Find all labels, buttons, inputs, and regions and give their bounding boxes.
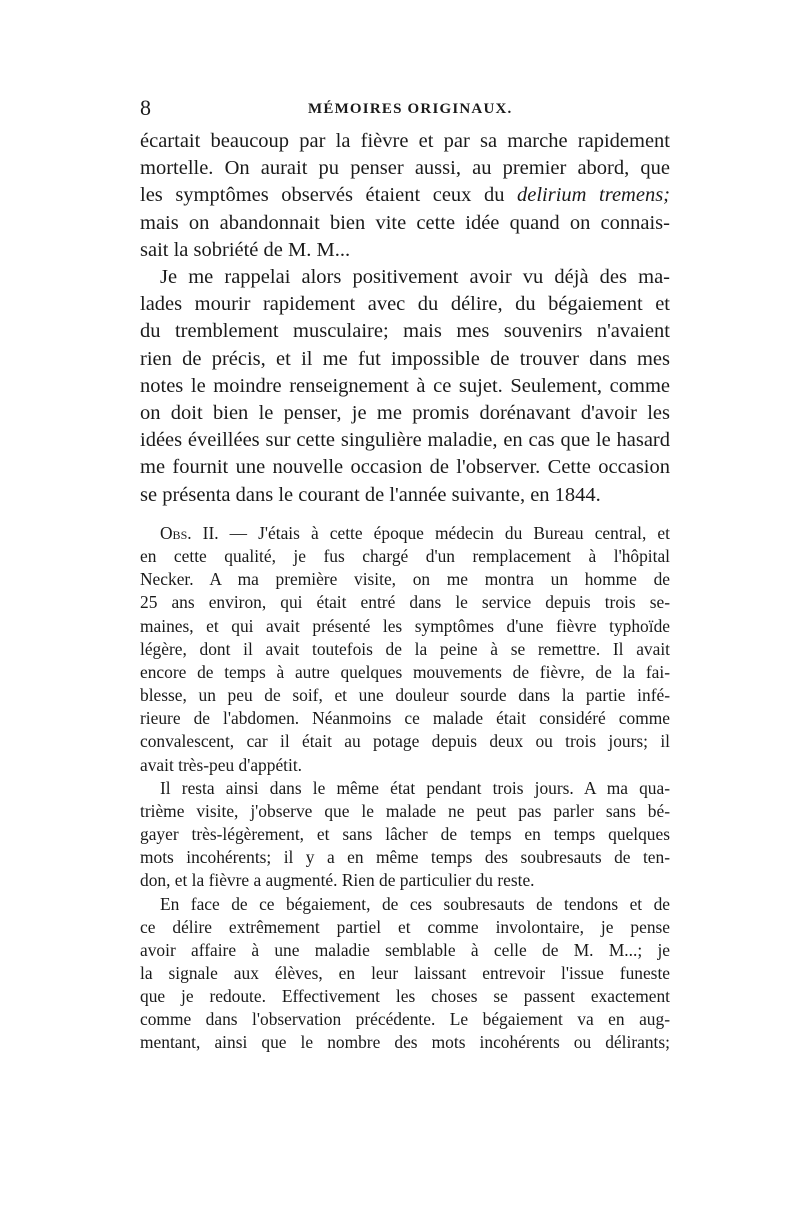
text-line — [140, 182, 670, 209]
text-line: écartait beaucoup par la fièvre et par sa marche rapidement — [140, 130, 670, 152]
text-line: convalescent, car il était au potage depuis deux ou trois jours; il — [140, 731, 670, 752]
text-line: avoir affaire à une maladie semblable à celle de M. M...; je — [140, 939, 670, 960]
text-line: mots incohérents; il y a en même temps des soubresauts de ten- — [140, 847, 670, 868]
text-line: en cette qualité, je fus chargé d'un remplacement à l'hôpital — [140, 546, 670, 567]
text-line: mais on abandonnait bien vite cette idée quand on connais- — [140, 211, 670, 234]
text-line: avait très-peu d'appétit. — [140, 754, 303, 775]
text-line: sait la sobriété de M. M... — [140, 238, 351, 261]
text-line: rien de précis, et il me fut impossible de trouver dans mes — [140, 347, 670, 370]
text-line: Il resta ainsi dans le même état pendant trois jours. A ma qua- — [160, 777, 670, 798]
text-line: on doit bien le penser, je me promis dorénavant d'avoir les — [140, 402, 670, 425]
observation-block — [140, 522, 670, 1055]
italic-term: delirium tremens; — [517, 184, 670, 207]
text-line: la signale aux élèves, en leur laissant entrevoir l'issue funeste — [140, 962, 670, 983]
text-line: Je me rappelai alors positivement avoir vu déjà des ma- — [160, 266, 670, 289]
text-line: me fournit une nouvelle occasion de l'observer. Cette occasion — [140, 456, 670, 479]
main-paragraphs — [140, 128, 670, 509]
text-line: légère, dont il avait toutefois de la peine à se remettre. Il avait — [140, 638, 670, 659]
text-fragment: les symptômes observés étaient ceux du — [140, 184, 505, 207]
observation-label: Obs. II. — [160, 523, 219, 543]
text-line: blesse, un peu de soif, et une douleur sourde dans la partie infé- — [140, 685, 670, 706]
text-line: rieure de l'abdomen. Néanmoins ce malade était considéré comme — [140, 708, 670, 729]
text-line: notes le moindre renseignement à ce sujet. Seulement, comme — [140, 374, 670, 397]
text-line: don, et la fièvre a augmenté. Rien de particulier du reste. — [140, 870, 535, 891]
page-number: 8 — [140, 95, 151, 120]
text-line: trième visite, j'observe que le malade ne peut pas parler sans bé- — [140, 800, 670, 821]
running-title: MÉMOIRES ORIGINAUX. — [308, 101, 513, 117]
text-line: maines, et qui avait présenté les symptômes d'une fièvre typhoïde — [140, 615, 670, 636]
text-line: encore de temps à autre quelques mouvements de fièvre, de la fai- — [140, 661, 670, 682]
text-line: comme dans l'observation précédente. Le bégaiement va en aug- — [140, 1009, 670, 1030]
text-line: En face de ce bégaiement, de ces soubresauts de tendons et de — [160, 893, 670, 914]
text-line: mentant, ainsi que le nombre des mots incohérents ou délirants; — [140, 1032, 670, 1053]
text-line: 25 ans environ, qui était entré dans le service depuis trois se- — [140, 592, 670, 613]
running-head — [140, 95, 670, 121]
text-line: Necker. A ma première visite, on me montra un homme de — [140, 569, 670, 590]
text-fragment: — J'étais à cette époque médecin du Bureau central, et — [229, 523, 670, 543]
text-line: idées éveillées sur cette singulière maladie, en cas que le hasard — [140, 429, 670, 452]
text-line: ce délire extrêmement partiel et comme involontaire, je pense — [140, 916, 670, 937]
text-line: lades mourir rapidement avec du délire, du bégaiement et — [140, 293, 670, 316]
text-line: que je redoute. Effectivement les choses se passent exactement — [140, 986, 670, 1007]
text-line: gayer très-légèrement, et sans lâcher de temps en temps quelques — [140, 824, 670, 845]
text-line: du tremblement musculaire; mais mes souvenirs n'avaient — [140, 320, 670, 343]
text-line: se présenta dans le courant de l'année suivante, en 1844. — [140, 483, 601, 506]
text-line: mortelle. On aurait pu penser aussi, au premier abord, que — [140, 157, 670, 180]
text-line — [140, 522, 670, 545]
